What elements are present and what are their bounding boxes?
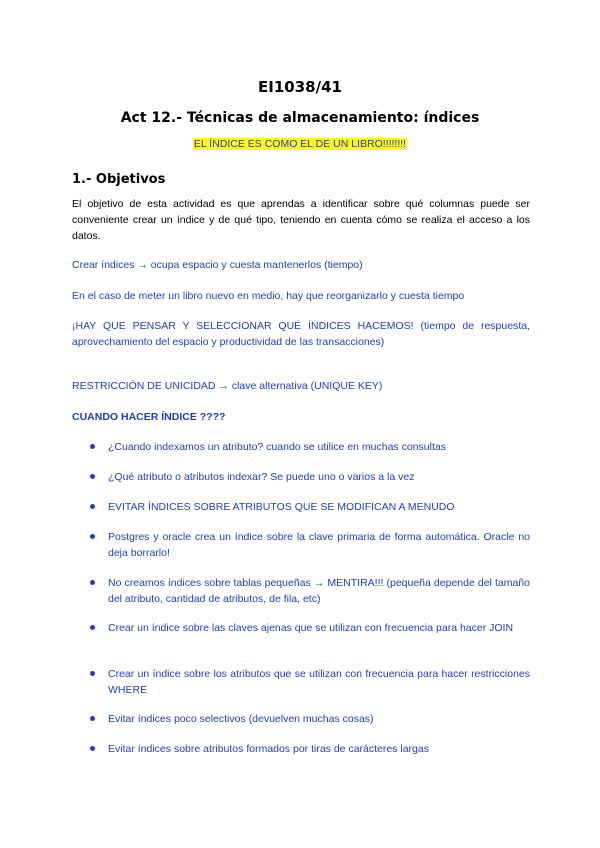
list-item-text: EVITAR ÍNDICES SOBRE ATRIBUTOS QUE SE MODIFICAN A MENUDO xyxy=(108,501,455,513)
list-item-text: Evitar índices sobre atributos formados por tiras de carácteres largas xyxy=(108,743,429,755)
list-item xyxy=(90,666,530,698)
list-item xyxy=(90,439,530,455)
bullet-icon xyxy=(90,504,95,509)
bullet-icon xyxy=(90,534,95,539)
list-item-text: Evitar índices poco selectivos (devuelven muchas cosas) xyxy=(108,713,374,725)
bullet-icon xyxy=(90,580,95,585)
bullet-icon xyxy=(90,625,95,630)
course-code: EI1038/41 xyxy=(258,78,342,96)
note-paragraph: Crear índices → ocupa espacio y cuesta mantenerlos (tiempo) xyxy=(72,259,363,271)
list-item xyxy=(90,469,530,485)
bullet-icon xyxy=(90,746,95,751)
list-item-text: No creamos índices sobre tablas pequeñas → MENTIRA!!! (pequeña depende del tamaño del atributo, cantidad de atributos, de fila, etc) xyxy=(108,577,530,605)
document-title: Act 12.- Técnicas de almacenamiento: índices xyxy=(120,110,480,126)
list-item xyxy=(90,529,530,561)
highlighted-text: EL ÍNDICE ES COMO EL DE UN LIBRO!!!!!!!! xyxy=(193,138,407,150)
list-item xyxy=(90,741,530,757)
list-item xyxy=(90,711,530,727)
subheading: CUANDO HACER ÍNDICE ???? xyxy=(72,411,226,423)
list-item xyxy=(90,499,530,515)
highlight-note xyxy=(0,138,600,150)
list-item-text: Crear un índice sobre los atributos que se utilizan con frecuencia para hacer restricciones WHERE xyxy=(108,668,530,696)
list-item-text: Postgres y oracle crea un índice sobre la clave primaria de forma automática. Oracle no deja borrarlo! xyxy=(108,531,530,559)
note-paragraph: ¡HAY QUE PENSAR Y SELECCIONAR QUÉ ÍNDICES HACEMOS! (tiempo de respuesta, aprovechamiento del espacio y productividad de las transacciones) xyxy=(72,320,530,348)
note-paragraph: RESTRICCIÓN DE UNICIDAD → clave alternativa (UNIQUE KEY) xyxy=(72,380,383,392)
bullet-icon xyxy=(90,716,95,721)
section-heading: 1.- Objetivos xyxy=(72,172,166,187)
list-item-text: Crear un índice sobre las claves ajenas que se utilizan con frecuencia para hacer JOIN xyxy=(108,622,514,634)
bullet-icon xyxy=(90,444,95,449)
list-item-text: ¿Qué atributo o atributos indexar? Se puede uno o varios a la vez xyxy=(108,471,415,483)
bullet-icon xyxy=(90,671,95,676)
note-paragraph: En el caso de meter un libro nuevo en medio, hay que reorganizarlo y cuesta tiempo xyxy=(72,290,465,302)
list-item xyxy=(90,620,530,636)
intro-paragraph: El objetivo de esta actividad es que aprendas a identificar sobre qué columnas puede ser conveniente crear un índice y de qué tipo, teniendo en cuenta cómo se realiza el acceso a los datos. xyxy=(72,198,530,242)
bullet-icon xyxy=(90,474,95,479)
list-item-text: ¿Cuando indexamos un atributo? cuando se utilice en muchas consultas xyxy=(108,441,446,453)
list-item xyxy=(90,575,530,607)
